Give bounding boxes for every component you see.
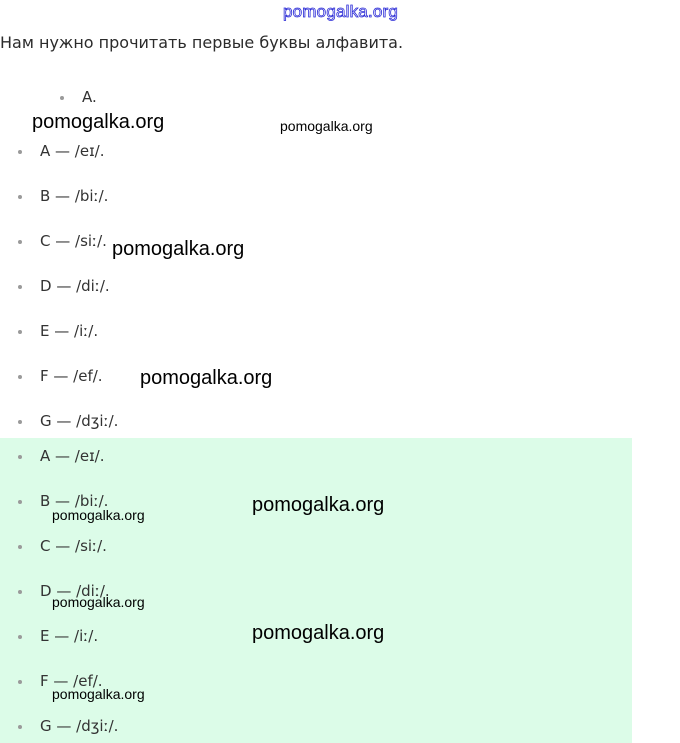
list-bullet [18,455,22,459]
list-bullet [18,725,22,729]
list-item: A — /eɪ/. [40,447,105,465]
watermark-top: pomogalka.org [283,2,399,21]
list-item: D — /diː/. [40,582,110,600]
list-bullet [60,96,64,100]
watermark: pomogalka.org [252,622,385,644]
list-bullet [18,500,22,504]
watermark: pomogalka.org [112,238,245,260]
watermark: pomogalka.org [52,594,145,610]
list-bullet [18,635,22,639]
watermark: pomogalka.org [252,494,385,516]
list-item: F — /ef/. [40,367,103,385]
watermark: pomogalka.org [280,118,373,134]
watermark: pomogalka.org [32,111,165,133]
list-item: B — /biː/. [40,187,109,205]
list-item: G — /dʒiː/. [40,717,119,735]
list-item: E — /iː/. [40,627,99,645]
list-bullet [18,195,22,199]
list-item: A — /eɪ/. [40,142,105,160]
list-item: E — /iː/. [40,322,99,340]
watermark: pomogalka.org [140,367,273,389]
watermark: pomogalka.org [52,686,145,702]
list-bullet [18,680,22,684]
list-item-lead: A. [82,88,97,106]
list-bullet [18,285,22,289]
list-item: F — /ef/. [40,672,103,690]
watermark: pomogalka.org [52,507,145,523]
list-bullet [18,375,22,379]
list-bullet [18,240,22,244]
list-item: B — /biː/. [40,492,109,510]
list-item: G — /dʒiː/. [40,412,119,430]
list-item: D — /diː/. [40,277,110,295]
list-bullet [18,420,22,424]
list-item: C — /siː/. [40,537,107,555]
list-bullet [18,590,22,594]
list-bullet [18,150,22,154]
intro-text: Нам нужно прочитать первые буквы алфавита. [0,33,404,52]
list-item: C — /siː/. [40,232,107,250]
list-bullet [18,545,22,549]
list-bullet [18,330,22,334]
